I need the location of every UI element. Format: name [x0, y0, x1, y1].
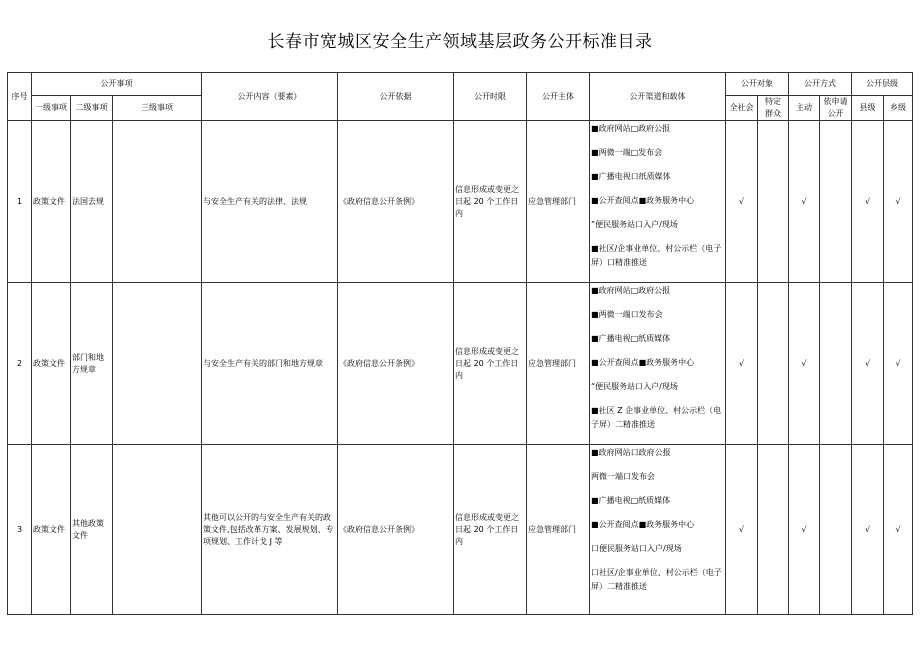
channel-item: 口便民服务站口入户/现场 [591, 544, 682, 553]
row-channels [590, 445, 726, 615]
col-seq: 序号 [8, 73, 32, 121]
col-level-group: 公开层级 [852, 73, 913, 96]
col-basis: 公开依据 [338, 73, 454, 121]
channel-item: “便民服务站口入户/现场 [591, 382, 678, 391]
row-subject: 应急管理部门 [527, 121, 590, 283]
col-level2: 二级事项 [71, 96, 113, 121]
table-row [8, 283, 913, 445]
row-channels [590, 283, 726, 445]
row-level1: 政策文件 [32, 445, 71, 615]
table-row [8, 445, 913, 615]
col-channel: 公开渠道和载体 [590, 73, 726, 121]
row-basis: 《政府信息公开条例》 [338, 445, 454, 615]
channel-item: 口社区/企事业单位、村公示栏（电子屏）二精准推送 [591, 568, 722, 591]
channel-item: ■公开查阅点■政务服务中心 [591, 520, 695, 529]
row-seq: 3 [8, 445, 32, 615]
col-method-active: 主动 [789, 96, 820, 121]
channel-item: ■政府网站□政府公报 [591, 286, 671, 295]
col-audience-group: 公开对象 [726, 73, 789, 96]
channel-item: ■广播电视□纸质媒体 [591, 334, 671, 343]
page-title: 长春市宽城区安全生产领域基层政务公开标准目录 [267, 32, 653, 52]
col-level-county: 县级 [852, 96, 884, 121]
row-level3 [113, 445, 202, 615]
row-lvl-town: √ [884, 121, 913, 283]
row-level2: 其他政策文件 [71, 445, 113, 615]
row-lvl-town: √ [884, 283, 913, 445]
col-item-group: 公开事项 [32, 73, 202, 96]
col-level-town: 乡级 [884, 96, 913, 121]
header-row-1 [8, 73, 913, 96]
row-method-active: √ [789, 283, 820, 445]
row-level1: 政策文件 [32, 283, 71, 445]
row-aud-all: √ [726, 283, 758, 445]
channel-item: ■两微一端□发布会 [591, 148, 663, 157]
col-level1: 一级事项 [32, 96, 71, 121]
row-lvl-county: √ [852, 283, 884, 445]
row-method-request [820, 445, 852, 615]
channel-item: ■公开查阅点■政务服务中心 [591, 358, 695, 367]
row-lvl-county: √ [852, 445, 884, 615]
col-method-group: 公开方式 [789, 73, 852, 96]
col-level3: 三级事项 [113, 96, 202, 121]
row-seq: 2 [8, 283, 32, 445]
row-time-limit: 信息形成或变更之日起 20 个工作日内 [454, 445, 527, 615]
row-method-request [820, 121, 852, 283]
channel-item: ■社区/企事业单位、村公示栏（电子屏）口精准推送 [591, 244, 722, 267]
col-content: 公开内容（要素） [202, 73, 338, 121]
row-subject: 应急管理部门 [527, 445, 590, 615]
row-content: 与安全生产有关的法律、法规 [202, 121, 338, 283]
channel-item: ■政府网站□政府公报 [591, 124, 671, 133]
col-audience-specific [758, 96, 789, 121]
row-basis: 《政府信息公开条例》 [338, 121, 454, 283]
col-audience-all: 全社会 [726, 96, 758, 121]
audience-specific-line2: 群众 [765, 109, 782, 118]
channel-item: ■广播电视口纸质媒体 [591, 172, 671, 181]
row-lvl-county: √ [852, 121, 884, 283]
row-aud-specific [758, 445, 789, 615]
channel-item: 两微一端口发布会 [591, 472, 656, 481]
row-aud-specific [758, 121, 789, 283]
row-time-limit: 信息形成或变更之日起 20 个工作日内 [454, 121, 527, 283]
channel-item: ■公开查阅点■政务服务中心 [591, 196, 695, 205]
channel-item: ■政府网站口政府公报 [591, 448, 671, 457]
row-time-limit: 信息形成或变更之日起 20 个工作日内 [454, 283, 527, 445]
channel-item: “便民服务站口入户/现场 [591, 220, 678, 229]
table-row [8, 121, 913, 283]
row-aud-all: √ [726, 445, 758, 615]
row-level3 [113, 121, 202, 283]
row-method-active: √ [789, 121, 820, 283]
row-method-active: √ [789, 445, 820, 615]
audience-specific-line1: 特定 [765, 97, 782, 106]
row-content: 其他可以公开的与安全生产有关的政策文件,包括改革方案、发展规划、专项规划、工作计戈 J 等 [202, 445, 338, 615]
row-basis: 《政府信息公开条例》 [338, 283, 454, 445]
row-aud-all: √ [726, 121, 758, 283]
col-subject: 公开主体 [527, 73, 590, 121]
row-seq: 1 [8, 121, 32, 283]
row-method-request [820, 283, 852, 445]
standard-catalog-table [7, 72, 913, 615]
row-level1: 政策文件 [32, 121, 71, 283]
row-subject: 应急管理部门 [527, 283, 590, 445]
col-time-limit: 公开时限 [454, 73, 527, 121]
row-level3 [113, 283, 202, 445]
row-channels [590, 121, 726, 283]
method-request-line2: 公开 [827, 109, 844, 118]
row-lvl-town: √ [884, 445, 913, 615]
method-request-line1: 依申请 [823, 97, 848, 106]
row-level2: 部门和地方规章 [71, 283, 113, 445]
channel-item: ■社区 Z 企事业单位、村公示栏（电子屏）二精准推送 [591, 406, 722, 429]
row-level2: 法国去规 [71, 121, 113, 283]
row-content: 与安全生产有关的部门和地方规章 [202, 283, 338, 445]
row-aud-specific [758, 283, 789, 445]
channel-item: ■广播电视□纸质媒体 [591, 496, 671, 505]
col-method-request [820, 96, 852, 121]
channel-item: ■两微一端口发布会 [591, 310, 663, 319]
